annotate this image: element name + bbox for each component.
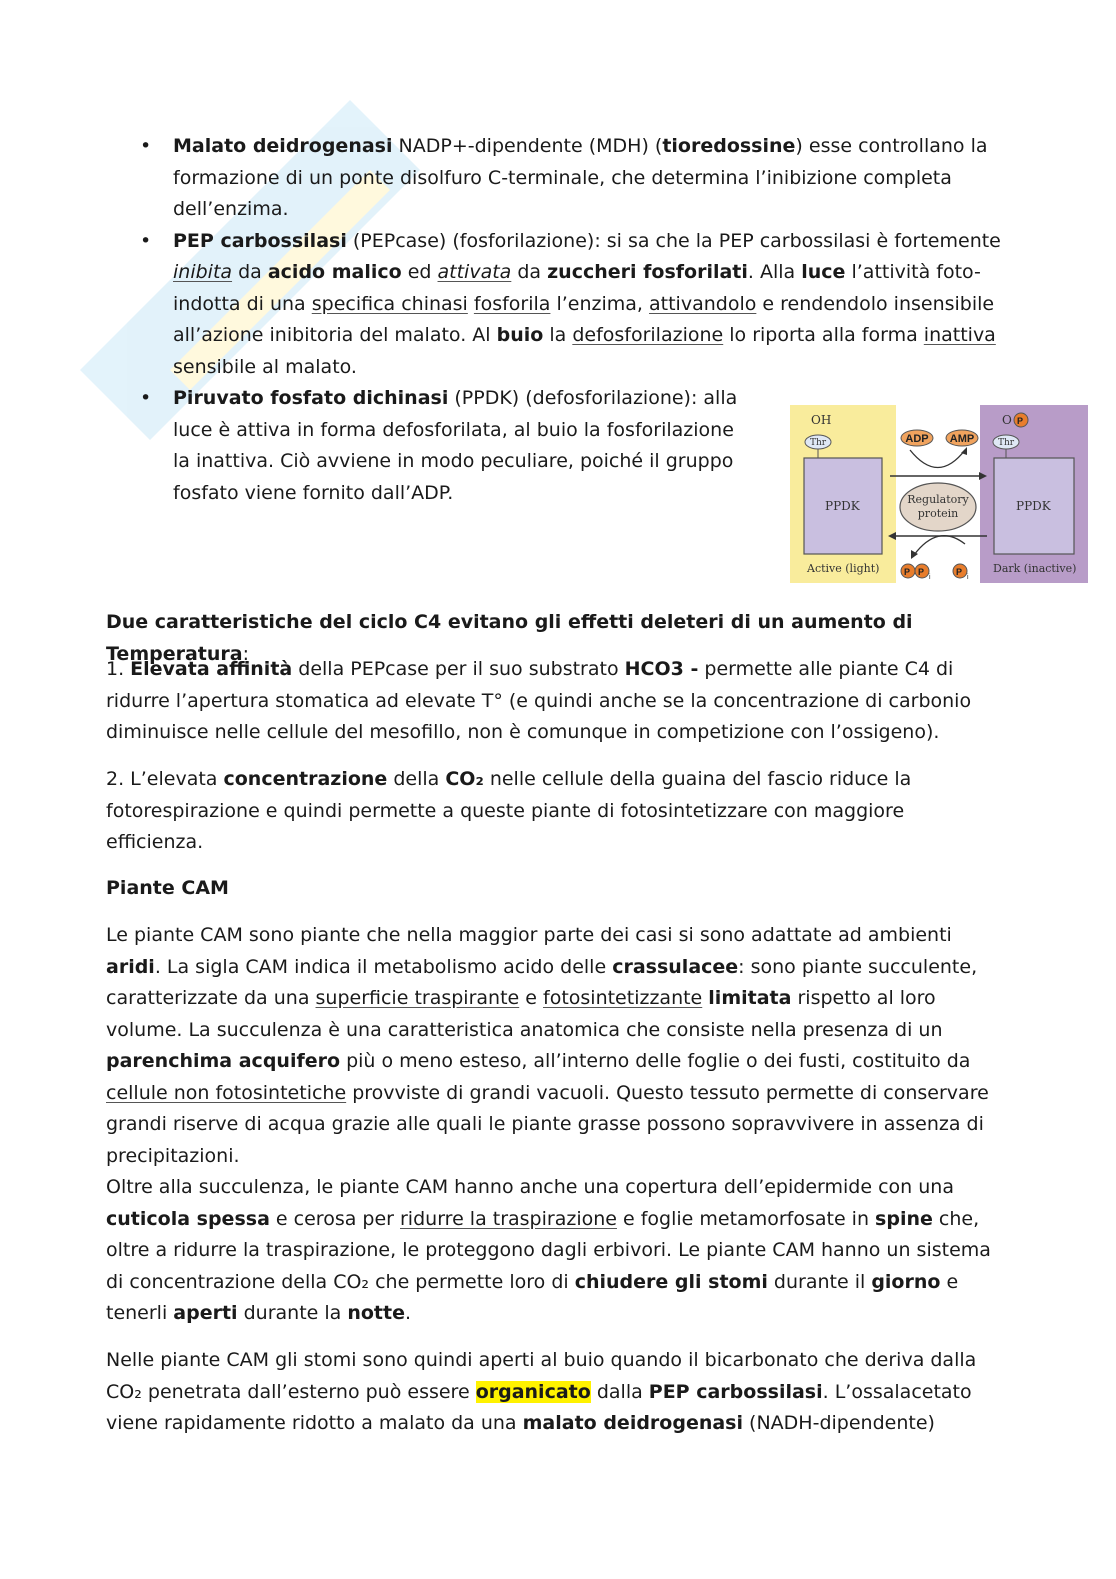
ppdk-active-label: PPDK [825, 499, 860, 513]
cam-stomata-paragraph: Nelle piante CAM gli stomi sono quindi aperti al buio quando il bicarbonato che deriva dalla CO₂ penetrata dall’esterno può essere organicato dalla PEP carbossilasi. L’ossalacetato viene rapidamente ridotto a malato da una malato deidrogenasi (NADH-dipendente) [106, 1349, 977, 1434]
cam-description: Le piante CAM sono piante che nella maggior parte dei casi si sono adattate ad ambienti aridi. La sigla CAM indica il metabolismo acido delle crassulacee: sono piante succulente, caratterizzate da una superficie traspirante e fotosintetizzante limitata rispetto al loro volume. La succulenza è una caratteristica anatomica che consiste nella presenza di un parenchima acquifero più o meno esteso, all’interno delle foglie o dei fusti, costituito da cellule non fotosintetiche provviste di grandi vacuoli. Questo tessuto permette di conservare grandi riserve di acqua grazie alle quali le piante grasse possono sopravvivere in assenza di precipitazioni. Oltre alla succulenza, le piante CAM hanno anche una copertura dell’epidermide con una cuticola spessa e cerosa per ridurre la traspirazione e foglie metamorfosate in spine che, oltre a ridurre la traspirazione, le proteggono dagli erbivori. Le piante CAM hanno un sistema di concentrazione della CO₂ che permette loro di chiudere gli stomi durante il giorno e tenerli aperti durante la notte. [106, 924, 991, 1324]
thr-left-label: Thr [810, 438, 827, 448]
c4-temperature-heading: Due caratteristiche del ciclo C4 evitano gli effetti deleteri di un aumento di Temperatura: [106, 611, 913, 665]
o-label: O [1002, 413, 1012, 427]
dark-inactive-label: Dark (inactive) [993, 562, 1077, 575]
cam-heading: Piante CAM [106, 877, 229, 899]
adp-label: ADP [905, 433, 929, 445]
protein-label: protein [917, 507, 959, 520]
bullet-pepcase [140, 226, 1010, 384]
ppdk-regulation-diagram [790, 405, 1088, 583]
thr-right-label: Thr [998, 438, 1015, 448]
svg-text:i: i [929, 574, 931, 581]
bullet-mdh [140, 131, 1010, 226]
ppdk-dark-label: PPDK [1016, 499, 1051, 513]
bullet-ppdk-text: Piruvato fosfato dichinasi (PPDK) (defosforilazione): alla luce è attiva in forma defosforilata, al buio la fosforilazione la inattiva. Ciò avviene in modo peculiare, poiché il gruppo fosfato viene fornito dall’ADP. [173, 387, 738, 504]
c4-point-2: 2. L’elevata concentrazione della CO₂ nelle cellule della guaina del fascio riduce la fotorespirazione e quindi permette a queste piante di fotosintetizzare con maggiore efficienza. [106, 768, 912, 853]
bullet-mdh-text: Malato deidrogenasi NADP+-dipendente (MDH) (tioredossine) esse controllano la formazione di un ponte disolfuro C-terminale, che determina l’inibizione completa dell’enzima. [173, 135, 988, 220]
bullet-ppdk [140, 383, 753, 509]
regulatory-label: Regulatory [907, 493, 969, 506]
svg-text:P: P [1017, 416, 1024, 426]
c4-point-1: 1. Elevata affinità della PEPcase per il suo substrato HCO3 - permette alle piante C4 di ridurre l’apertura stomatica ad elevate T° (e quindi anche se la concentrazione di carbonio diminuisce nelle cellule del mesofillo, non è comunque in competizione con l’ossigeno). [106, 658, 972, 743]
svg-text:P: P [904, 567, 911, 577]
amp-label: AMP [949, 433, 975, 445]
svg-text:i: i [967, 574, 969, 581]
svg-text:P: P [918, 567, 925, 577]
svg-text:P: P [956, 567, 963, 577]
oh-label: OH [811, 413, 832, 427]
bullet-pepcase-text: PEP carbossilasi (PEPcase) (fosforilazione): si sa che la PEP carbossilasi è fortemente inibita da acido malico ed attivata da zuccheri fosforilati. Alla luce l’attività foto-indotta di una specifica chinasi fosforila l’enzima, attivandolo e rendendolo insensibile all’azione inibitoria del malato. Al buio la defosforilazione lo riporta alla forma inattiva sensibile al malato. [173, 229, 1001, 378]
active-light-label: Active (light) [807, 562, 880, 575]
